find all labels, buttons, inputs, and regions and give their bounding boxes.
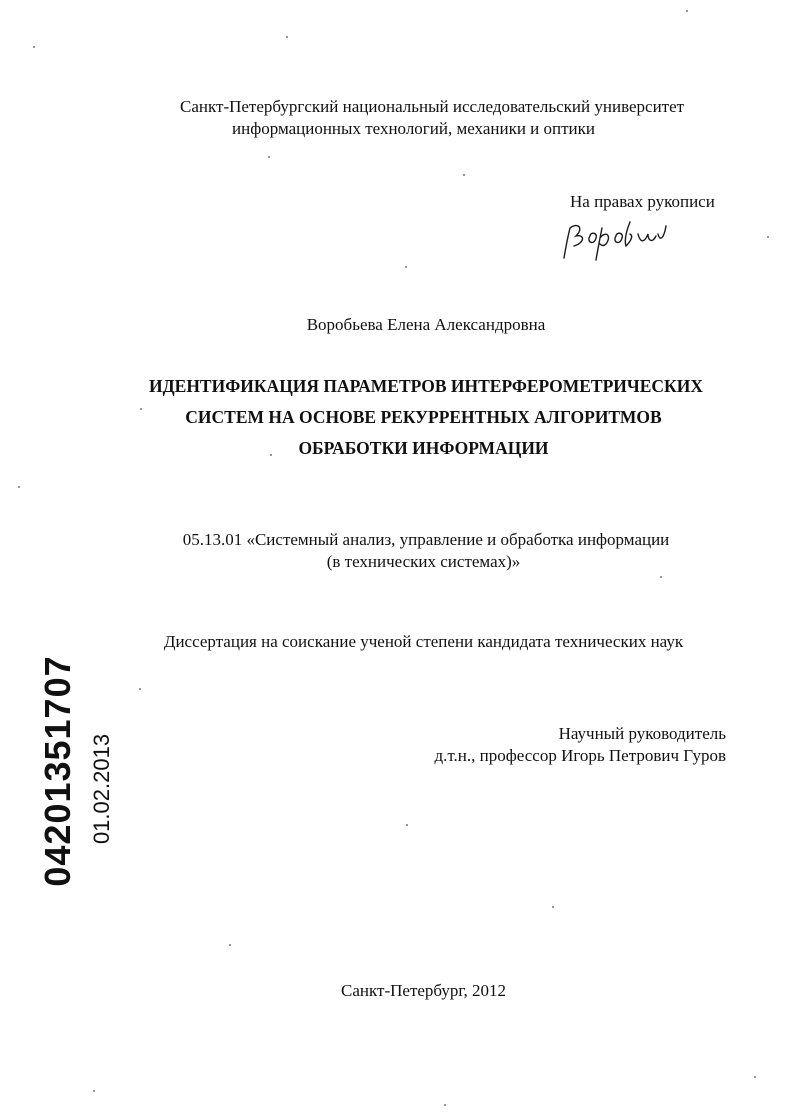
scan-speck bbox=[139, 688, 141, 690]
specialty-line-1: 05.13.01 «Системный анализ, управление и обработка информации bbox=[182, 530, 670, 549]
thesis-title-line-1: ИДЕНТИФИКАЦИЯ ПАРАМЕТРОВ ИНТЕРФЕРОМЕТРИЧЕСКИХ bbox=[149, 376, 703, 396]
scan-speck bbox=[463, 174, 465, 176]
manuscript-rights-note: На правах рукописи bbox=[570, 192, 715, 211]
scan-speck bbox=[406, 824, 408, 826]
scan-speck bbox=[444, 1104, 446, 1106]
library-stamp-number: 04201351707 bbox=[37, 655, 78, 887]
degree-statement: Диссертация на соискание ученой степени кандидата технических наук bbox=[163, 632, 684, 651]
scan-speck bbox=[270, 454, 272, 456]
specialty-line-2: (в технических системах)» bbox=[326, 552, 521, 571]
scan-speck bbox=[754, 1076, 756, 1078]
thesis-title-line-3: ОБРАБОТКИ ИНФОРМАЦИИ bbox=[298, 438, 549, 458]
scan-speck bbox=[552, 906, 554, 908]
supervisor-label: Научный руководитель bbox=[558, 724, 726, 743]
scan-speck bbox=[686, 10, 688, 12]
library-stamp-date: 01.02.2013 bbox=[89, 733, 114, 845]
institution-line-2: информационных технологий, механики и оптики bbox=[232, 119, 596, 138]
author-name: Воробьева Елена Александровна bbox=[306, 315, 546, 334]
scan-speck bbox=[660, 576, 662, 578]
institution-line-1: Санкт-Петербургский национальный исследовательский университет bbox=[180, 97, 685, 116]
thesis-title-line-2: СИСТЕМ НА ОСНОВЕ РЕКУРРЕНТНЫХ АЛГОРИТМОВ bbox=[185, 407, 662, 427]
scan-speck bbox=[93, 1090, 95, 1092]
scan-speck bbox=[268, 156, 270, 158]
author-signature bbox=[560, 216, 670, 262]
supervisor-name: д.т.н., профессор Игорь Петрович Гуров bbox=[434, 746, 726, 765]
scan-speck bbox=[229, 944, 231, 946]
scan-speck bbox=[33, 46, 35, 48]
scan-speck bbox=[767, 236, 769, 238]
scan-speck bbox=[140, 408, 142, 410]
scan-speck bbox=[286, 36, 288, 38]
place-and-year: Санкт-Петербург, 2012 bbox=[341, 981, 506, 1000]
scan-speck bbox=[405, 266, 407, 268]
scan-speck bbox=[18, 486, 20, 488]
